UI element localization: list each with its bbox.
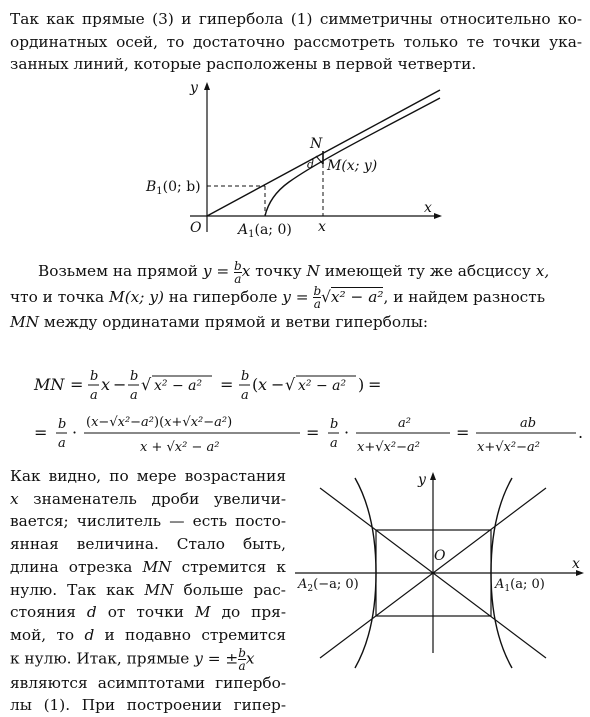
svg-text:(: ( xyxy=(252,375,259,394)
svg-text:(x−√x²−a²)(x+√x²−a²): (x−√x²−a²)(x+√x²−a²) xyxy=(86,415,233,430)
fig2-right-branch-outer xyxy=(491,480,558,573)
svg-text:−: − xyxy=(271,375,285,394)
fig1-y-label: y xyxy=(190,80,198,96)
svg-text:=: = xyxy=(70,375,84,394)
p3-line-4: янная величина. Стало быть, xyxy=(10,535,286,554)
svg-text:a: a xyxy=(130,388,138,403)
svg-text:x+√x²−a²: x+√x²−a² xyxy=(477,440,540,455)
fig2-y-arrow xyxy=(430,472,436,480)
svg-text:=: = xyxy=(220,375,234,394)
svg-text:·: · xyxy=(72,423,78,442)
fig2-a1-label: $A_1(a$; 0) xyxy=(495,577,545,594)
p3-line-2: x знаменатель дроби увеличи- xyxy=(10,489,286,508)
svg-text:b: b xyxy=(241,369,250,384)
svg-text:=: = xyxy=(368,375,382,394)
svg-text:a: a xyxy=(90,388,98,403)
svg-text:√: √ xyxy=(285,375,296,394)
mn-formula xyxy=(0,360,590,460)
svg-text:a: a xyxy=(58,436,66,451)
svg-text:·: · xyxy=(344,423,350,442)
fig1-y-arrow xyxy=(204,82,210,90)
svg-text:a: a xyxy=(330,436,338,451)
fig2-y-label: y xyxy=(418,472,426,488)
svg-text:x + √x² − a²: x + √x² − a² xyxy=(140,440,220,455)
svg-text:=: = xyxy=(306,423,320,442)
fig2-a2-label: $A_2(-a$; 0) xyxy=(298,577,359,594)
svg-text:x² − a²: x² − a² xyxy=(154,378,203,394)
svg-text:=: = xyxy=(456,423,470,442)
svg-text:√: √ xyxy=(141,375,152,394)
p2-line-3: MN между ординатами прямой и ветви гиперболы: xyxy=(10,313,429,331)
fig1-x-label: x xyxy=(424,200,432,216)
intro-line-2: ординатных осей, то достаточно рассмотреть только те точки ука- xyxy=(10,32,582,51)
figure-first-quadrant xyxy=(0,78,590,258)
formula-row-2 xyxy=(34,415,583,455)
p2-line-2: что и точка M(x; y) на гиперболе y = $\frac{b}{a}$ √x² − a², и найдем разность xyxy=(10,284,546,311)
fig1-b1-label: $B_1(0$; b) xyxy=(146,179,201,197)
p3-line-11: лы (1). При построении гипер- xyxy=(10,696,286,715)
p3-line-8: мой, то d и подавно стремится xyxy=(10,625,286,644)
p3-line-10: являются асимптотами гипербо- xyxy=(10,673,286,692)
p2-line-1: Возьмем на прямой y = $\frac{b}{a}$ x точку N имеющей ту же абсциссу x, xyxy=(38,258,550,286)
p3-line-5: длина отрезка MN стремится к xyxy=(10,557,286,576)
svg-text:x² − a²: x² − a² xyxy=(298,378,347,394)
svg-text:b: b xyxy=(330,417,339,432)
p3-line-7: стояния d от точки M до пря- xyxy=(10,603,286,622)
fig1-x-tick-label: x xyxy=(318,219,326,235)
paragraph-3 xyxy=(10,465,286,717)
svg-text:−: − xyxy=(113,375,127,394)
p3-line-3: вается; числитель — есть посто- xyxy=(10,512,286,531)
fig1-n-label: N xyxy=(310,136,323,152)
svg-text:b: b xyxy=(90,369,99,384)
fig1-d-label: d xyxy=(307,158,315,171)
svg-text:b: b xyxy=(58,417,67,432)
intro-line-1: Так как прямые (3) и гипербола (1) симметричны относительно ко- xyxy=(10,10,582,28)
figure-hyperbola xyxy=(290,468,590,658)
svg-text:ab: ab xyxy=(520,416,537,431)
svg-text:.: . xyxy=(578,423,584,442)
svg-text:x: x xyxy=(101,375,111,394)
p3-line-9: к нулю. Итак, прямые y = ± $\frac{b}{a}$ x xyxy=(10,645,255,673)
formula-row-1 xyxy=(33,369,381,403)
fig1-m-label: M(x; y) xyxy=(327,158,378,174)
fig2-origin-label: O xyxy=(434,548,446,564)
svg-text:): ) xyxy=(358,375,365,394)
fig1-a1-label: $A_1(a$; 0) xyxy=(238,222,292,240)
svg-text:MN: MN xyxy=(34,375,65,394)
intro-paragraph xyxy=(10,8,582,76)
p3-line-6: нулю. Так как MN больше рас- xyxy=(10,580,286,599)
paragraph-2 xyxy=(10,259,582,335)
svg-text:b: b xyxy=(130,369,139,384)
p3-line-1: Как видно, по мере возрастания xyxy=(10,467,286,485)
svg-text:a: a xyxy=(241,388,249,403)
fig1-x-arrow xyxy=(434,213,442,219)
intro-line-3: занных линий, которые расположены в первой четверти. xyxy=(10,55,477,73)
fig1-hyperbola-branch xyxy=(265,98,440,216)
svg-text:a²: a² xyxy=(398,416,411,431)
svg-text:x+√x²−a²: x+√x²−a² xyxy=(357,440,420,455)
svg-text:=: = xyxy=(34,423,48,442)
fig1-origin-label: O xyxy=(190,220,202,236)
svg-text:x: x xyxy=(258,375,268,394)
fig2-x-label: x xyxy=(572,556,580,572)
